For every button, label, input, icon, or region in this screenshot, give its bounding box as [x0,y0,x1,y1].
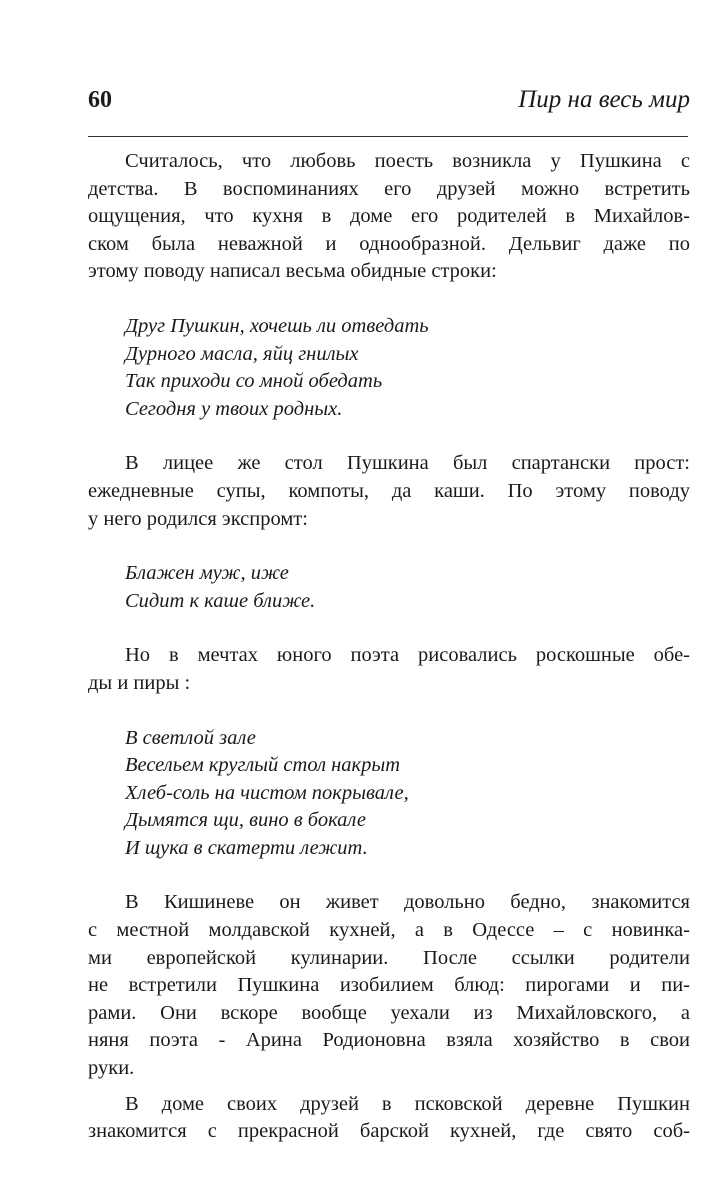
text-line: рами. Они вскоре вообще уехали из Михайловского, а [88,1001,690,1024]
header-divider [88,136,688,137]
text-line: этому поводу написал весьма обидные строки: [88,260,497,283]
verse-line: В светлой зале [125,726,256,749]
verse-2 [88,560,690,615]
text-line: ском была неважной и однообразной. Дельвиг даже по [88,232,690,255]
text-line: с местной молдавской кухней, а в Одессе – с новинка- [88,919,690,942]
text-line: ды и пиры : [88,671,191,694]
page-header [88,82,690,118]
text-line: ощущения, что кухня в доме его родителей в Михайлов- [88,205,690,228]
text-line: детства. В воспоминаниях его друзей можно встретить [88,177,690,200]
verse-3 [88,725,690,863]
text-line: у него родился экспромт: [88,507,308,530]
text-line: В Кишиневе он живет довольно бедно, знакомится [125,891,690,914]
verse-line: Дурного масла, яйц гнилых [125,342,359,365]
text-line: В доме своих друзей в псковской деревне Пушкин [125,1092,690,1115]
page-body [88,148,690,1146]
verse-line: Дымятся щи, вино в бокале [125,809,366,832]
verse-line: Хлеб-соль на чистом покрывале, [125,781,409,804]
text-line: не встретили Пушкина изобилием блюд: пирогами и пи- [88,974,690,997]
text-line: ежедневные супы, компоты, да каши. По этому поводу [88,479,690,502]
text-line: руки. [88,1057,135,1080]
paragraph-1 [88,148,690,286]
verse-line: И щука в скатерти лежит. [125,836,368,859]
text-line: ми европейской кулинарии. После ссылки родители [88,946,690,969]
verse-line: Блажен муж, иже [125,562,289,585]
verse-line: Друг Пушкин, хочешь ли отведать [125,314,429,337]
text-line: няня поэта - Арина Родионовна взяла хозяйство в свои [88,1029,690,1052]
paragraph-5 [88,1091,690,1146]
verse-line: Сидит к каше ближе. [125,589,316,612]
verse-line: Сегодня у твоих родных. [125,397,343,420]
verse-1 [88,313,690,423]
verse-line: Так приходи со мной обедать [125,370,383,393]
text-line: знакомится с прекрасной барской кухней, где свято соб- [88,1120,690,1143]
paragraph-2 [88,450,690,533]
page-number: 60 [88,87,112,113]
running-title: Пир на весь мир [518,86,690,113]
paragraph-3 [88,642,690,697]
paragraph-4 [88,889,690,1082]
verse-line: Весельем круглый стол накрыт [125,754,401,777]
text-line: Но в мечтах юного поэта рисовались роскошные обе- [125,644,690,667]
text-line: В лицее же стол Пушкина был спартански прост: [125,452,690,475]
text-line: Считалось, что любовь поесть возникла у Пушкина с [125,150,690,172]
